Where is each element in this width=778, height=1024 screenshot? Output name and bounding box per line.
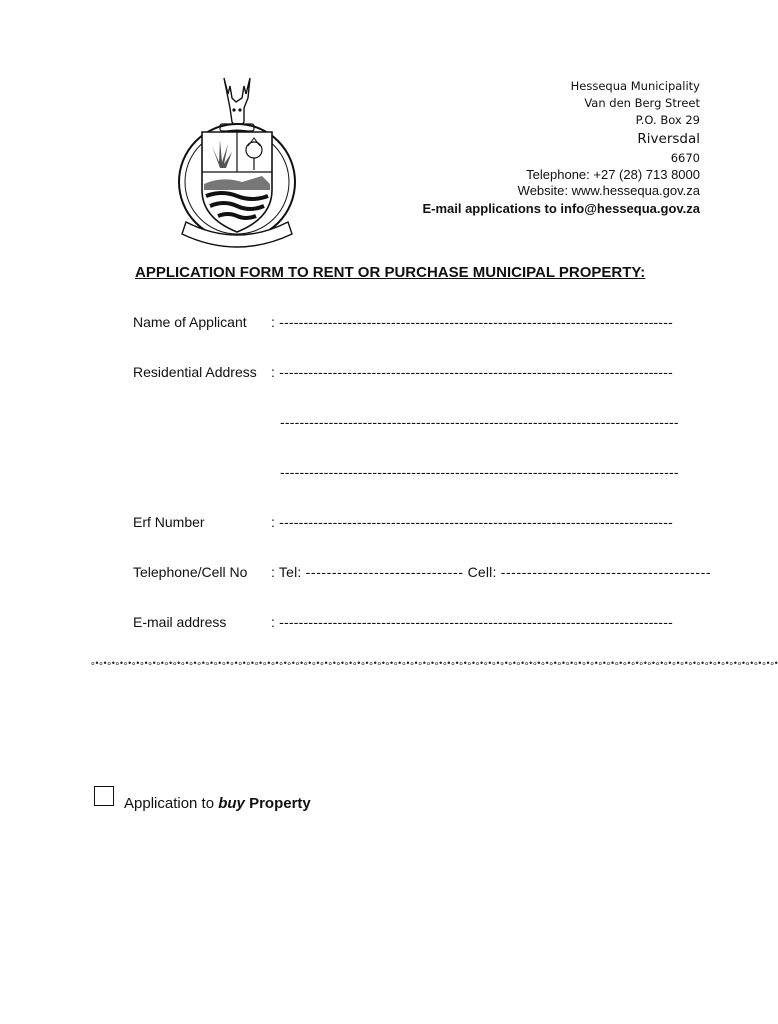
- erf-field[interactable]: : ---------------------------------------------------------------------------------: [271, 514, 674, 530]
- buy-label-verb: buy: [218, 795, 245, 812]
- tel-field[interactable]: ------------------------------: [305, 564, 464, 580]
- municipality-contact-block: [422, 78, 700, 219]
- address-field-line-3[interactable]: ----------------------------------------------------------------------------------: [280, 464, 679, 480]
- buy-label-prefix: Application to: [124, 795, 219, 812]
- email-label: E-mail address: [133, 614, 227, 630]
- decorative-separator: ∘•∘•∘•∘•∘•∘•∘•∘•∘•∘•∘•∘•∘•∘•∘•∘•∘•∘•∘•∘•∘•∘•∘•∘•∘•∘•∘•∘•∘•∘•∘•∘•∘•∘•∘•∘•∘•∘•∘•∘•∘•∘•∘•∘•∘•∘•∘•∘•∘•∘•∘•∘•∘•∘•∘•∘•∘•∘•∘•∘•∘•∘•∘•∘•∘•∘•∘•∘•∘•∘•∘•∘•∘•∘•∘•∘•∘•∘•∘•∘•∘•∘•∘•∘•: [90, 658, 778, 668]
- postal-code: 6670: [670, 151, 700, 165]
- buy-label-object: Property: [244, 795, 311, 812]
- email-instruction: E-mail applications to info@hessequa.gov.za: [422, 201, 700, 216]
- coat-of-arms-icon: [172, 72, 302, 252]
- phone-fields: [271, 564, 711, 580]
- city: Riversdal: [637, 131, 700, 147]
- website-line: Website: www.hessequa.gov.za: [517, 183, 700, 198]
- cell-prefix: Cell:: [467, 564, 497, 580]
- street-address: Van den Berg Street: [584, 96, 700, 110]
- name-field[interactable]: : ---------------------------------------------------------------------------------: [271, 314, 674, 330]
- erf-label: Erf Number: [133, 514, 205, 530]
- phone-label: Telephone/Cell No: [133, 564, 248, 580]
- address-field-line-2[interactable]: ----------------------------------------------------------------------------------: [280, 414, 679, 430]
- address-label: Residential Address: [133, 364, 257, 380]
- address-field-line-1[interactable]: : ---------------------------------------------------------------------------------: [271, 364, 674, 380]
- org-name: Hessequa Municipality: [570, 79, 700, 93]
- po-box: P.O. Box 29: [635, 113, 700, 127]
- name-label: Name of Applicant: [133, 314, 247, 330]
- email-field[interactable]: : ---------------------------------------------------------------------------------: [271, 614, 674, 630]
- tel-prefix: : Tel:: [271, 564, 302, 580]
- hessequa-crest-logo: [172, 72, 302, 252]
- buy-property-label: [124, 795, 311, 812]
- telephone-line: Telephone: +27 (28) 713 8000: [526, 167, 700, 182]
- buy-property-checkbox[interactable]: [94, 786, 114, 806]
- cell-field[interactable]: ----------------------------------------: [500, 564, 712, 580]
- form-title: APPLICATION FORM TO RENT OR PURCHASE MUNICIPAL PROPERTY:: [135, 264, 646, 281]
